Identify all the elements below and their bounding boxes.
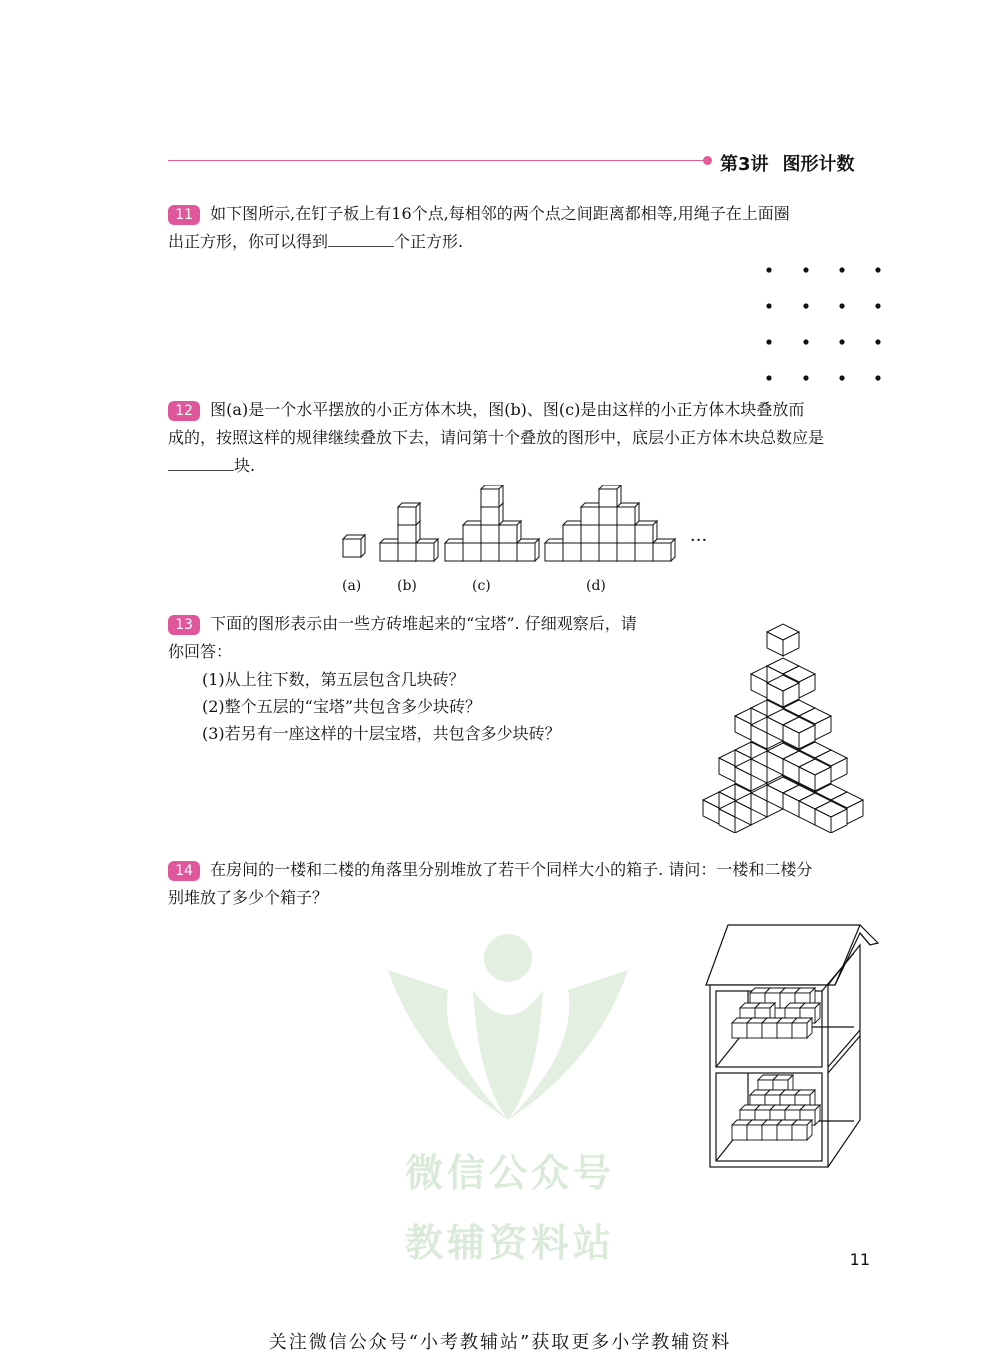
answer-blank[interactable]: [328, 228, 394, 247]
q14-line1: 在房间的一楼和二楼的角落里分别堆放了若干个同样大小的箱子. 请问：一楼和二楼分: [210, 860, 813, 879]
watermark-logo-icon: [378, 930, 638, 1130]
q13-sub2: (2)整个五层的“宝塔”共包含多少块砖？: [202, 697, 482, 716]
question-number: 13: [168, 615, 200, 635]
q11-line2-post: 个正方形.: [394, 232, 464, 251]
nail-board-dot-grid: [755, 258, 890, 388]
lecture-title: 图形计数: [782, 154, 855, 175]
question-12: [168, 396, 888, 480]
question-number: 11: [168, 205, 200, 225]
footer-promo: 关注微信公众号“小考教辅站”获取更多小学教辅资料: [268, 1332, 732, 1353]
watermark-line-2: 教辅资料站: [404, 1221, 615, 1265]
question-14: [168, 856, 888, 912]
question-11: [168, 200, 888, 256]
question-number: 14: [168, 861, 200, 881]
caption-a: (a): [342, 578, 362, 594]
lecture-label: 第3讲: [720, 154, 769, 175]
chapter-header: [720, 150, 869, 176]
brick-cube: [767, 624, 799, 656]
q14-line2: 别堆放了多少个箱子？: [168, 888, 329, 907]
q13-sub1: (1)从上往下数，第五层包含几块砖？: [202, 670, 465, 689]
figure-d: [545, 485, 675, 561]
q12-line2: 成的，按照这样的规律继续叠放下去，请问第十个叠放的图形中，底层小正方体木块总数应是: [168, 428, 825, 447]
watermark-line-1: 微信公众号: [404, 1151, 615, 1195]
figure-b: [380, 503, 438, 561]
answer-blank[interactable]: [168, 452, 234, 471]
q11-line1: 如下图所示,在钉子板上有16个点,每相邻的两个点之间距离都相等,用绳子在上面圈: [210, 204, 790, 223]
q13-line2: 你回答：: [168, 642, 233, 661]
caption-c: (c): [472, 578, 491, 594]
q12-line1: 图(a)是一个水平摆放的小正方体木块，图(b)、图(c)是由这样的小正方体木块叠放而: [210, 400, 805, 419]
sequence-ellipsis: ···: [690, 530, 708, 551]
house-box: [792, 1018, 812, 1038]
figure-a-cube: [343, 535, 365, 557]
q13-sub3: (3)若另有一座这样的十层宝塔，共包含多少块砖？: [202, 724, 561, 743]
q11-line2-pre: 出正方形，你可以得到: [168, 232, 329, 251]
pagoda-pyramid-figure: [698, 618, 868, 833]
cube-stack-figures: [335, 485, 725, 565]
caption-d: (d): [586, 578, 606, 594]
figure-c: [445, 485, 539, 561]
page-number: 11: [849, 1250, 870, 1269]
header-dot: [703, 156, 712, 165]
header-rule: [168, 160, 708, 161]
question-number: 12: [168, 401, 200, 421]
caption-b: (b): [397, 578, 417, 594]
question-13: [168, 610, 698, 747]
q13-line1: 下面的图形表示由一些方砖堆起来的“宝塔”. 仔细观察后，请: [210, 614, 637, 633]
house-box: [792, 1120, 812, 1140]
q12-line3: 块.: [234, 456, 256, 475]
two-floor-house-figure: [700, 915, 885, 1175]
